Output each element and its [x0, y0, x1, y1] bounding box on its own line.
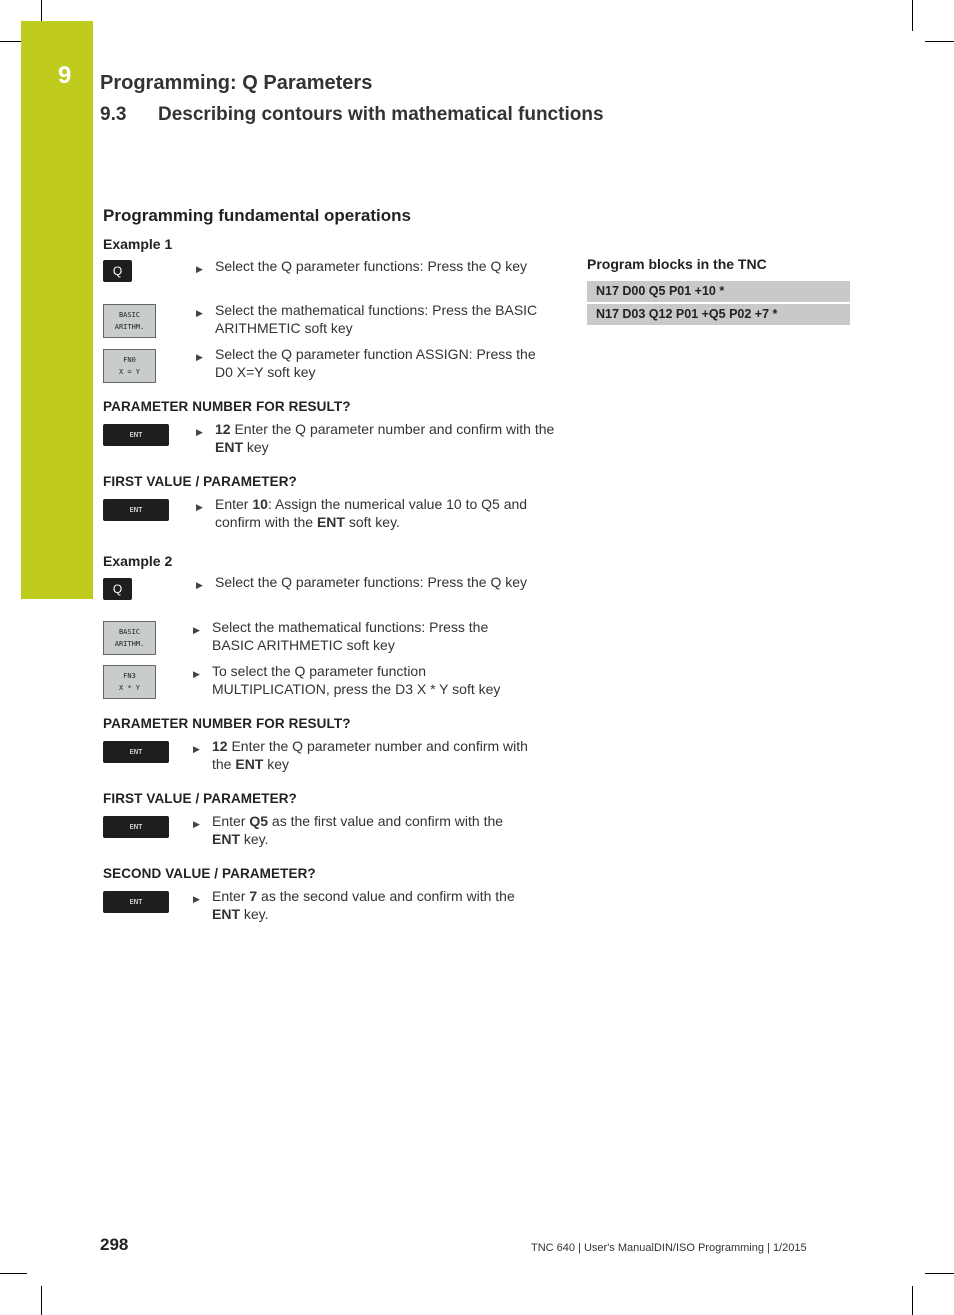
step-enter-first: ▶ Enter 10: Assign the numerical value 10 to Q5 and confirm with the ENT soft key.: [196, 496, 528, 530]
crop-mark: [41, 0, 42, 21]
program-block-row: N17 D00 Q5 P01 +10 *: [587, 281, 850, 302]
bullet-arrow-icon: ▶: [196, 502, 203, 512]
bullet-arrow-icon: ▶: [196, 427, 203, 437]
step-select-basic: ▶ Select the mathematical functions: Press the BASIC ARITHMETIC soft key: [196, 302, 538, 336]
ent-key[interactable]: ENT: [103, 816, 169, 838]
ent-key[interactable]: ENT: [103, 741, 169, 763]
program-block-row: N17 D03 Q12 P01 +Q5 P02 +7 *: [587, 304, 850, 325]
bullet-arrow-icon: ▶: [196, 264, 203, 274]
bullet-arrow-icon: ▶: [196, 308, 203, 318]
bullet-arrow-icon: ▶: [193, 669, 200, 679]
step-enter-result: ▶ 12 Enter the Q parameter number and confirm with the ENT key: [193, 738, 528, 772]
bullet-arrow-icon: ▶: [193, 819, 200, 829]
basic-arithm-softkey[interactable]: BASIC ARITHM.: [103, 304, 156, 338]
dialog-prompt: PARAMETER NUMBER FOR RESULT?: [103, 399, 351, 414]
step-enter-result: ▶ 12 Enter the Q parameter number and confirm with the ENT key: [196, 421, 555, 455]
bullet-arrow-icon: ▶: [196, 352, 203, 362]
chapter-tab: [21, 21, 93, 599]
crop-mark: [0, 1273, 27, 1274]
fn0-softkey[interactable]: FN0 X = Y: [103, 349, 156, 383]
basic-arithm-softkey[interactable]: BASIC ARITHM.: [103, 621, 156, 655]
step-enter-first: ▶ Enter Q5 as the first value and confirm with the ENT key.: [193, 813, 504, 847]
ent-key[interactable]: ENT: [103, 891, 169, 913]
crop-mark: [912, 1286, 913, 1315]
bullet-arrow-icon: ▶: [193, 744, 200, 754]
ent-key[interactable]: ENT: [103, 424, 169, 446]
bullet-arrow-icon: ▶: [193, 894, 200, 904]
bullet-arrow-icon: ▶: [193, 625, 200, 635]
chapter-title: Programming: Q Parameters: [100, 72, 373, 94]
q-key[interactable]: Q: [103, 578, 132, 600]
crop-mark: [912, 0, 913, 31]
subsection-title: Programming fundamental operations: [103, 206, 411, 225]
program-blocks-title: Program blocks in the TNC: [587, 256, 767, 272]
dialog-prompt: SECOND VALUE / PARAMETER?: [103, 866, 316, 881]
step-select-q: ▶ Select the Q parameter functions: Press the Q key: [196, 573, 556, 591]
crop-mark: [0, 41, 21, 42]
ent-key[interactable]: ENT: [103, 499, 169, 521]
bullet-arrow-icon: ▶: [196, 580, 203, 590]
footer-text: TNC 640 | User's ManualDIN/ISO Programming | 1/2015: [531, 1242, 807, 1254]
section-title: Describing contours with mathematical functions: [158, 104, 604, 125]
dialog-prompt: FIRST VALUE / PARAMETER?: [103, 474, 297, 489]
section-heading: [100, 104, 604, 126]
example-2-title: Example 2: [103, 553, 173, 569]
chapter-number: 9: [58, 62, 72, 89]
crop-mark: [41, 1286, 42, 1315]
step-enter-second: ▶ Enter 7 as the second value and confirm with the ENT key.: [193, 888, 515, 922]
page-number: 298: [100, 1235, 129, 1254]
dialog-prompt: FIRST VALUE / PARAMETER?: [103, 791, 297, 806]
step-select-fn0: ▶ Select the Q parameter function ASSIGN: Press the D0 X=Y soft key: [196, 346, 536, 380]
q-key[interactable]: Q: [103, 260, 132, 282]
crop-mark: [925, 41, 954, 42]
crop-mark: [925, 1273, 954, 1274]
step-select-q: ▶ Select the Q parameter functions: Press the Q key: [196, 257, 556, 275]
section-number: 9.3: [100, 104, 127, 125]
step-select-basic: ▶ Select the mathematical functions: Press the BASIC ARITHMETIC soft key: [193, 619, 489, 653]
example-1-title: Example 1: [103, 236, 173, 252]
step-select-fn3: ▶ To select the Q parameter function MULTIPLICATION, press the D3 X * Y soft key: [193, 663, 501, 697]
fn3-softkey[interactable]: FN3 X * Y: [103, 665, 156, 699]
dialog-prompt: PARAMETER NUMBER FOR RESULT?: [103, 716, 351, 731]
